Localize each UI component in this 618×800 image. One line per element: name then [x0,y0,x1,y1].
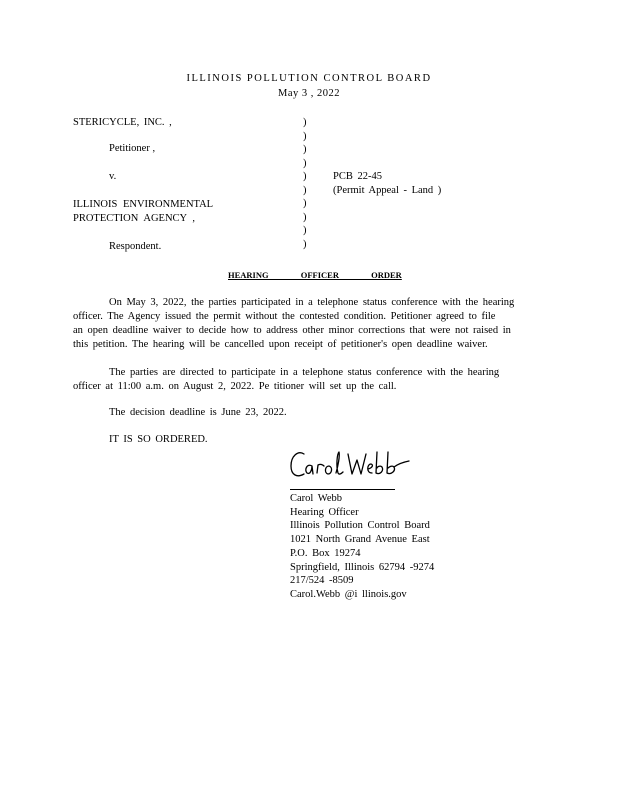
signer-phone: 217/524 -8509 [290,575,354,587]
petitioner-name: STERICYCLE, INC. , [73,117,172,128]
case-number: PCB 22-45 [333,171,382,182]
caption-bracket: ) [303,211,307,223]
respondent-name-line2: PROTECTION AGENCY , [73,213,195,224]
document-board-title: ILLINOIS POLLUTION CONTROL BOARD [186,73,432,84]
respondent-name-line1: ILLINOIS ENVIRONMENTAL [73,199,214,210]
decision-deadline: The decision deadline is June 23, 2022. [109,407,287,418]
caption-bracket: ) [303,225,307,236]
signature-line [290,489,395,490]
paragraph-status-conference [73,296,541,352]
paragraph-line: The parties are directed to participate in a telephone status conference with the hearing [109,367,500,378]
signer-email: Carol.Webb @i llinois.gov [290,588,407,600]
paragraph-next-conference [73,366,541,394]
caption-bracket: ) [303,171,307,182]
paragraph-line: an open deadline waiver to decide how to address other minor corrections that were not raised in [73,325,511,336]
caption-brackets [303,116,307,251]
caption-bracket: ) [303,144,307,155]
signer-title: Hearing Officer [290,506,359,518]
caption-bracket: ) [303,184,307,196]
versus-label: v. [109,171,117,182]
caption-bracket: ) [303,130,307,142]
signer-po-box: P.O. Box 19274 [290,547,361,559]
signer-organization: Illinois Pollution Control Board [290,520,430,532]
signer-name: Carol Webb [290,493,342,504]
paragraph-line: On May 3, 2022, the parties participated in a telephone status conference with the hearing [109,297,515,308]
paragraph-line: this petition. The hearing will be cancelled upon receipt of petitioner's open deadline waiver. [73,339,488,350]
caption-bracket: ) [303,117,307,128]
petitioner-role: Petitioner , [109,143,156,154]
document-date: May 3 , 2022 [278,88,340,99]
order-title: HEARING OFFICER ORDER [228,270,402,280]
signature-block [290,492,434,602]
paragraph-line: officer. The Agency issued the permit without the contested condition. Petitioner agreed to file [73,311,496,322]
case-type: (Permit Appeal - Land ) [333,185,442,196]
caption-bracket: ) [303,157,307,169]
signer-street-address: 1021 North Grand Avenue East [290,534,430,546]
caption-bracket: ) [303,238,307,250]
paragraph-line: officer at 11:00 a.m. on August 2, 2022. Pe titioner will set up the call. [73,381,397,392]
so-ordered: IT IS SO ORDERED. [109,434,208,445]
respondent-role: Respondent. [109,241,162,252]
handwritten-signature [288,446,414,486]
signer-city-state-zip: Springfield, Illinois 62794 -9274 [290,561,435,573]
caption-bracket: ) [303,198,307,209]
